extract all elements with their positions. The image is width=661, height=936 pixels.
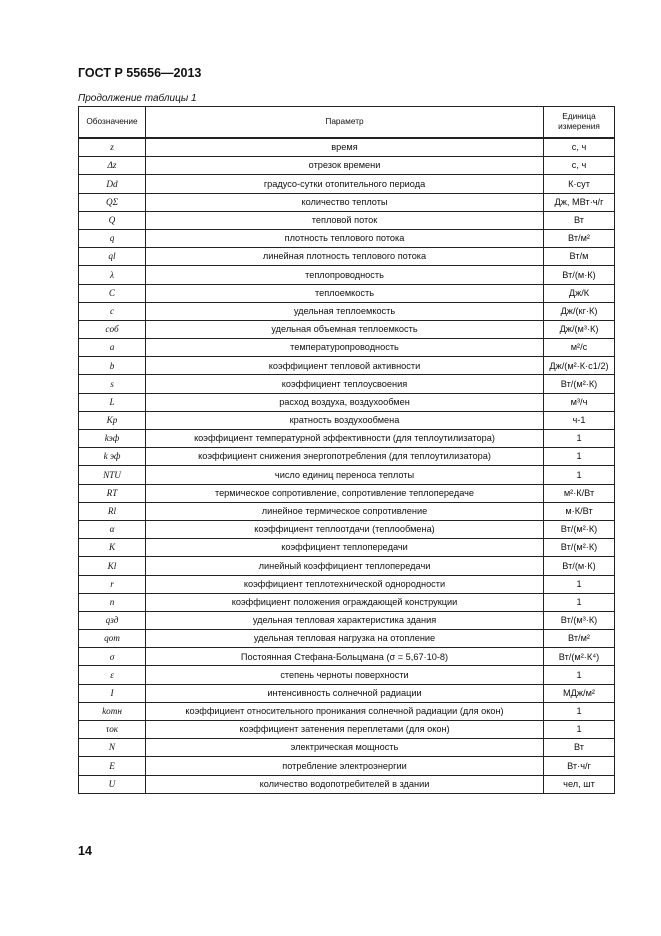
unit-cell: м²·К/Вт xyxy=(544,484,615,502)
unit-cell: Вт/(м²·К) xyxy=(544,375,615,393)
symbol-cell: n xyxy=(79,593,146,611)
symbol-cell: r xyxy=(79,575,146,593)
table-row xyxy=(79,284,615,302)
parameter-cell: линейное термическое сопротивление xyxy=(146,502,544,520)
parameter-cell: кратность воздухообмена xyxy=(146,411,544,429)
table-row xyxy=(79,411,615,429)
parameter-cell: количество теплоты xyxy=(146,193,544,211)
table-row xyxy=(79,175,615,193)
symbol-cell: z xyxy=(79,138,146,157)
unit-cell: Дж/К xyxy=(544,284,615,302)
unit-cell: Вт/м² xyxy=(544,630,615,648)
unit-cell: м·К/Вт xyxy=(544,502,615,520)
symbol-cell: b xyxy=(79,357,146,375)
unit-cell: м²/с xyxy=(544,339,615,357)
parameter-cell: коэффициент теплоотдачи (теплообмена) xyxy=(146,520,544,538)
parameter-cell: коэффициент снижения энергопотребления (для теплоутилизатора) xyxy=(146,448,544,466)
symbol-cell: QΣ xyxy=(79,193,146,211)
symbol-cell: Δz xyxy=(79,157,146,175)
table-row xyxy=(79,484,615,502)
table-row xyxy=(79,630,615,648)
unit-cell: Вт/(м²·К) xyxy=(544,539,615,557)
table-row xyxy=(79,448,615,466)
parameter-cell: плотность теплового потока xyxy=(146,229,544,247)
table-header-row xyxy=(79,107,615,139)
table-row xyxy=(79,575,615,593)
table-row xyxy=(79,357,615,375)
table-row xyxy=(79,775,615,793)
parameter-cell: коэффициент теплопередачи xyxy=(146,539,544,557)
unit-cell: Вт xyxy=(544,211,615,229)
parameter-cell: удельная тепловая характеристика здания xyxy=(146,611,544,629)
parameter-cell: потребление электроэнергии xyxy=(146,757,544,775)
parameter-cell: теплоемкость xyxy=(146,284,544,302)
parameter-cell: термическое сопротивление, сопротивление теплопередаче xyxy=(146,484,544,502)
table-row xyxy=(79,684,615,702)
column-header-parameter: Параметр xyxy=(146,107,544,139)
parameter-cell: тепловой поток xyxy=(146,211,544,229)
parameter-cell: коэффициент затенения переплетами (для окон) xyxy=(146,721,544,739)
unit-cell: Вт/(м·К) xyxy=(544,557,615,575)
symbol-cell: U xyxy=(79,775,146,793)
parameter-cell: коэффициент тепловой активности xyxy=(146,357,544,375)
unit-cell: Вт·ч/г xyxy=(544,757,615,775)
unit-cell: Дж/(м³·К) xyxy=(544,320,615,338)
unit-cell: 1 xyxy=(544,721,615,739)
unit-cell: Дж, МВт·ч/г xyxy=(544,193,615,211)
table-row xyxy=(79,721,615,739)
symbol-cell: σ xyxy=(79,648,146,666)
table-row xyxy=(79,320,615,338)
table-row xyxy=(79,466,615,484)
parameter-cell: интенсивность солнечной радиации xyxy=(146,684,544,702)
parameter-cell: количество водопотребителей в здании xyxy=(146,775,544,793)
parameter-cell: степень черноты поверхности xyxy=(146,666,544,684)
unit-cell: ч-1 xyxy=(544,411,615,429)
symbol-cell: Kр xyxy=(79,411,146,429)
column-header-designation: Обозначение xyxy=(79,107,146,139)
parameter-cell: коэффициент относительного проникания солнечной радиации (для окон) xyxy=(146,702,544,720)
symbol-cell: ε xyxy=(79,666,146,684)
table-row xyxy=(79,375,615,393)
symbol-cell: NTU xyxy=(79,466,146,484)
symbol-cell: Dd xyxy=(79,175,146,193)
symbol-cell: a xyxy=(79,339,146,357)
symbol-cell: Q xyxy=(79,211,146,229)
table-row xyxy=(79,157,615,175)
table-row xyxy=(79,757,615,775)
unit-cell: Вт xyxy=(544,739,615,757)
unit-cell: м³/ч xyxy=(544,393,615,411)
parameter-cell: удельная тепловая нагрузка на отопление xyxy=(146,630,544,648)
table-row xyxy=(79,502,615,520)
parameter-cell: градусо-сутки отопительного периода xyxy=(146,175,544,193)
designations-table xyxy=(78,106,615,794)
parameter-cell: удельная теплоемкость xyxy=(146,302,544,320)
unit-cell: с, ч xyxy=(544,138,615,157)
parameter-cell: время xyxy=(146,138,544,157)
table-row xyxy=(79,666,615,684)
symbol-cell: E xyxy=(79,757,146,775)
symbol-cell: К xyxy=(79,539,146,557)
parameter-cell: линейная плотность теплового потока xyxy=(146,248,544,266)
unit-cell: с, ч xyxy=(544,157,615,175)
unit-cell: Вт/(м²·К⁴) xyxy=(544,648,615,666)
parameter-cell: расход воздуха, воздухообмен xyxy=(146,393,544,411)
parameter-cell: линейный коэффициент теплопередачи xyxy=(146,557,544,575)
table-row xyxy=(79,611,615,629)
document-title: ГОСТ Р 55656—2013 xyxy=(78,66,202,80)
parameter-cell: коэффициент теплотехнической однородности xyxy=(146,575,544,593)
symbol-cell: c xyxy=(79,302,146,320)
symbol-cell: qот xyxy=(79,630,146,648)
table-row xyxy=(79,339,615,357)
symbol-cell: Kl xyxy=(79,557,146,575)
table-row xyxy=(79,138,615,157)
unit-cell: Дж/(м²·К·с1/2) xyxy=(544,357,615,375)
unit-cell: 1 xyxy=(544,593,615,611)
unit-cell: 1 xyxy=(544,466,615,484)
unit-cell: 1 xyxy=(544,702,615,720)
unit-cell: 1 xyxy=(544,448,615,466)
table-row xyxy=(79,430,615,448)
table-row xyxy=(79,539,615,557)
table-row xyxy=(79,266,615,284)
parameter-cell: коэффициент температурной эффективности (для теплоутилизатора) xyxy=(146,430,544,448)
table-continuation-caption: Продолжение таблицы 1 xyxy=(78,93,197,104)
unit-cell: 1 xyxy=(544,430,615,448)
symbol-cell: k эф xyxy=(79,448,146,466)
symbol-cell: cоб xyxy=(79,320,146,338)
unit-cell: чел, шт xyxy=(544,775,615,793)
unit-cell: Вт/(м·К) xyxy=(544,266,615,284)
unit-cell: К·сут xyxy=(544,175,615,193)
column-header-unit: Единица измерения xyxy=(544,107,615,139)
table-row xyxy=(79,193,615,211)
table-row xyxy=(79,211,615,229)
table-body xyxy=(79,138,615,793)
symbol-cell: q xyxy=(79,229,146,247)
parameter-cell: теплопроводность xyxy=(146,266,544,284)
symbol-cell: λ xyxy=(79,266,146,284)
symbol-cell: τок xyxy=(79,721,146,739)
symbol-cell: kэф xyxy=(79,430,146,448)
symbol-cell: kотн xyxy=(79,702,146,720)
symbol-cell: C xyxy=(79,284,146,302)
parameter-cell: Постоянная Стефана-Больцмана (σ = 5,67·10-8) xyxy=(146,648,544,666)
table-row xyxy=(79,702,615,720)
symbol-cell: ql xyxy=(79,248,146,266)
table-row xyxy=(79,248,615,266)
parameter-cell: отрезок времени xyxy=(146,157,544,175)
table-row xyxy=(79,739,615,757)
parameter-cell: температуропроводность xyxy=(146,339,544,357)
unit-cell: Дж/(кг·К) xyxy=(544,302,615,320)
parameter-cell: удельная объемная теплоемкость xyxy=(146,320,544,338)
symbol-cell: RТ xyxy=(79,484,146,502)
table-row xyxy=(79,229,615,247)
symbol-cell: α xyxy=(79,520,146,538)
table-row xyxy=(79,648,615,666)
unit-cell: Вт/(м²·К) xyxy=(544,520,615,538)
unit-cell: Вт/м xyxy=(544,248,615,266)
parameter-cell: коэффициент теплоусвоения xyxy=(146,375,544,393)
symbol-cell: s xyxy=(79,375,146,393)
parameter-cell: число единиц переноса теплоты xyxy=(146,466,544,484)
symbol-cell: Rl xyxy=(79,502,146,520)
unit-cell: Вт/(м³·К) xyxy=(544,611,615,629)
table-row xyxy=(79,593,615,611)
unit-cell: Вт/м² xyxy=(544,229,615,247)
symbol-cell: I xyxy=(79,684,146,702)
table-row xyxy=(79,393,615,411)
symbol-cell: L xyxy=(79,393,146,411)
unit-cell: 1 xyxy=(544,575,615,593)
table-row xyxy=(79,520,615,538)
unit-cell: МДж/м² xyxy=(544,684,615,702)
table-row xyxy=(79,557,615,575)
symbol-cell: qзд xyxy=(79,611,146,629)
unit-cell: 1 xyxy=(544,666,615,684)
symbol-cell: N xyxy=(79,739,146,757)
parameter-cell: коэффициент положения ограждающей конструкции xyxy=(146,593,544,611)
page-number: 14 xyxy=(78,844,92,858)
table-row xyxy=(79,302,615,320)
parameter-cell: электрическая мощность xyxy=(146,739,544,757)
